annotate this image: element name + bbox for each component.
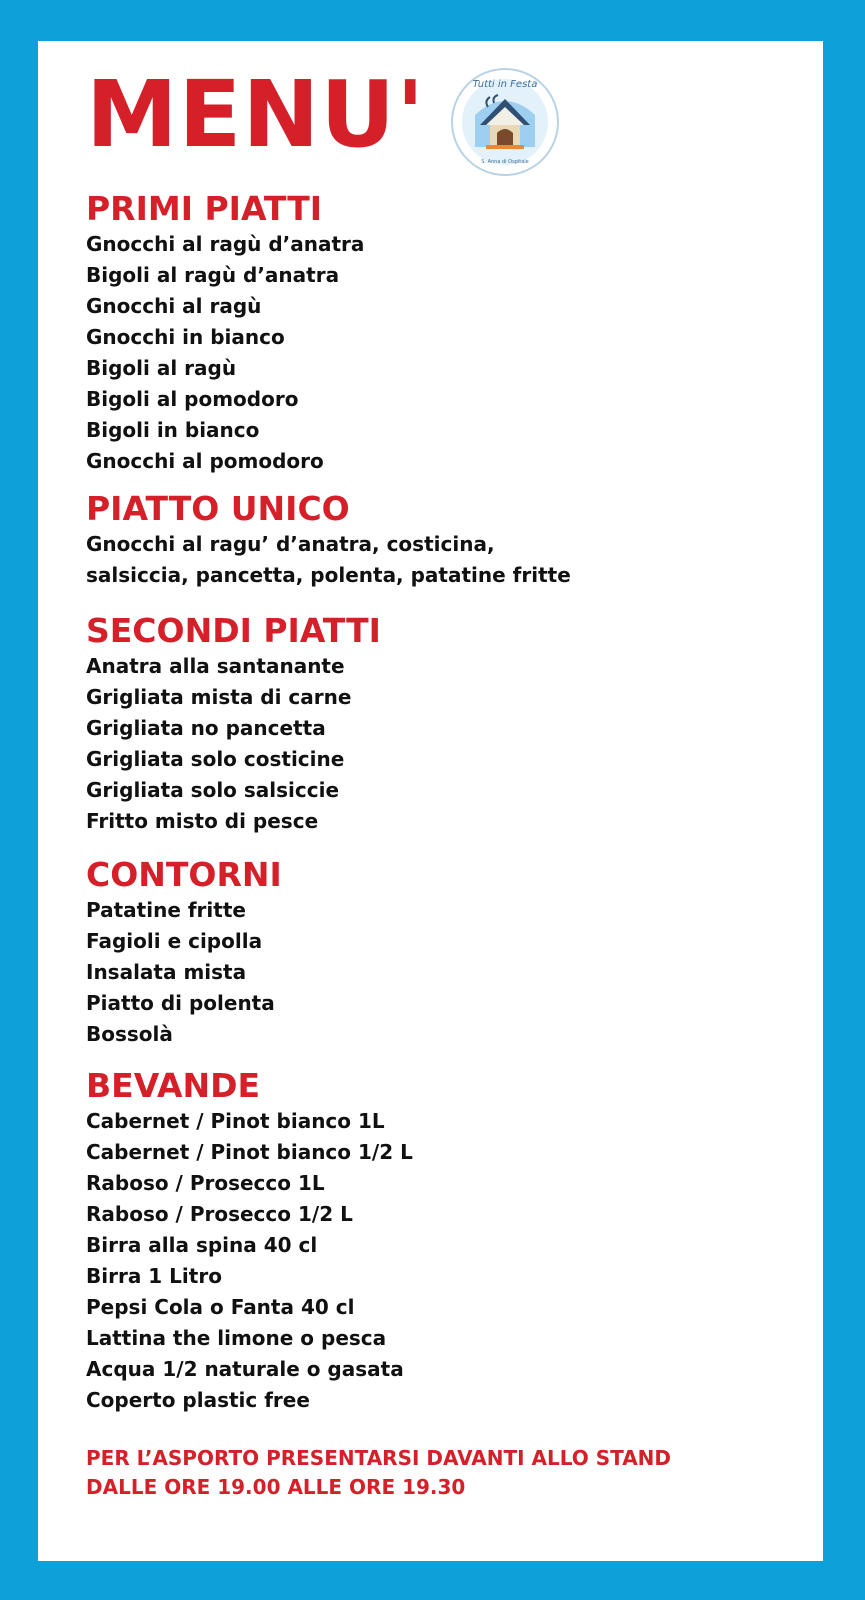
menu-item: Bigoli in bianco — [86, 418, 260, 442]
takeaway-hours-line: DALLE ORE 19.00 ALLE ORE 19.30 — [86, 1475, 466, 1499]
section-title: BEVANDE — [86, 1066, 261, 1105]
section-primi-piatti — [86, 189, 786, 477]
section-secondi-piatti — [86, 611, 786, 837]
menu-item: Cabernet / Pinot bianco 1/2 L — [86, 1140, 413, 1164]
takeaway-notice — [86, 1444, 806, 1502]
menu-item: Birra alla spina 40 cl — [86, 1233, 318, 1257]
menu-item: Gnocchi al ragù d’anatra — [86, 232, 365, 256]
logo-text-bottom: S. Anna di Ospitale — [481, 159, 529, 165]
menu-item: Insalata mista — [86, 960, 247, 984]
menu-item: Pepsi Cola o Fanta 40 cl — [86, 1295, 355, 1319]
section-title: PIATTO UNICO — [86, 489, 350, 528]
menu-item: Anatra alla santanante — [86, 654, 345, 678]
menu-item: Birra 1 Litro — [86, 1264, 222, 1288]
menu-item: Raboso / Prosecco 1/2 L — [86, 1202, 353, 1226]
menu-item: Acqua 1/2 naturale o gasata — [86, 1357, 404, 1381]
menu-item: Bigoli al ragù — [86, 356, 237, 380]
menu-item: Cabernet / Pinot bianco 1L — [86, 1109, 385, 1133]
menu-title: MENU' — [86, 61, 426, 168]
menu-item: Raboso / Prosecco 1L — [86, 1171, 325, 1195]
menu-item: Gnocchi al ragù — [86, 294, 262, 318]
menu-item: Gnocchi in bianco — [86, 325, 285, 349]
menu-item: Patatine fritte — [86, 898, 246, 922]
menu-card — [38, 41, 823, 1561]
festival-logo-icon — [450, 67, 560, 177]
menu-item: Grigliata solo salsiccie — [86, 778, 340, 802]
menu-item: Gnocchi al ragu’ d’anatra, costicina, — [86, 532, 495, 556]
menu-item: Bossolà — [86, 1022, 173, 1046]
takeaway-notice-line: PER L’ASPORTO PRESENTARSI DAVANTI ALLO STAND — [86, 1446, 672, 1470]
menu-item: Lattina the limone o pesca — [86, 1326, 387, 1350]
menu-item: Grigliata solo costicine — [86, 747, 345, 771]
menu-item: Fritto misto di pesce — [86, 809, 319, 833]
menu-item: salsiccia, pancetta, polenta, patatine fritte — [86, 563, 571, 587]
menu-item: Grigliata no pancetta — [86, 716, 326, 740]
section-bevande — [86, 1066, 786, 1416]
logo-text-top: Tutti in Festa — [472, 79, 538, 90]
menu-item: Bigoli al ragù d’anatra — [86, 263, 340, 287]
section-contorni — [86, 855, 786, 1050]
section-piatto-unico — [86, 489, 786, 591]
menu-item: Fagioli e cipolla — [86, 929, 263, 953]
menu-item: Grigliata mista di carne — [86, 685, 352, 709]
section-title: PRIMI PIATTI — [86, 189, 322, 228]
menu-item: Coperto plastic free — [86, 1388, 310, 1412]
menu-item: Bigoli al pomodoro — [86, 387, 299, 411]
section-title: SECONDI PIATTI — [86, 611, 381, 650]
menu-item: Gnocchi al pomodoro — [86, 449, 324, 473]
menu-item: Piatto di polenta — [86, 991, 275, 1015]
festival-logo — [450, 67, 560, 177]
section-title: CONTORNI — [86, 855, 282, 894]
